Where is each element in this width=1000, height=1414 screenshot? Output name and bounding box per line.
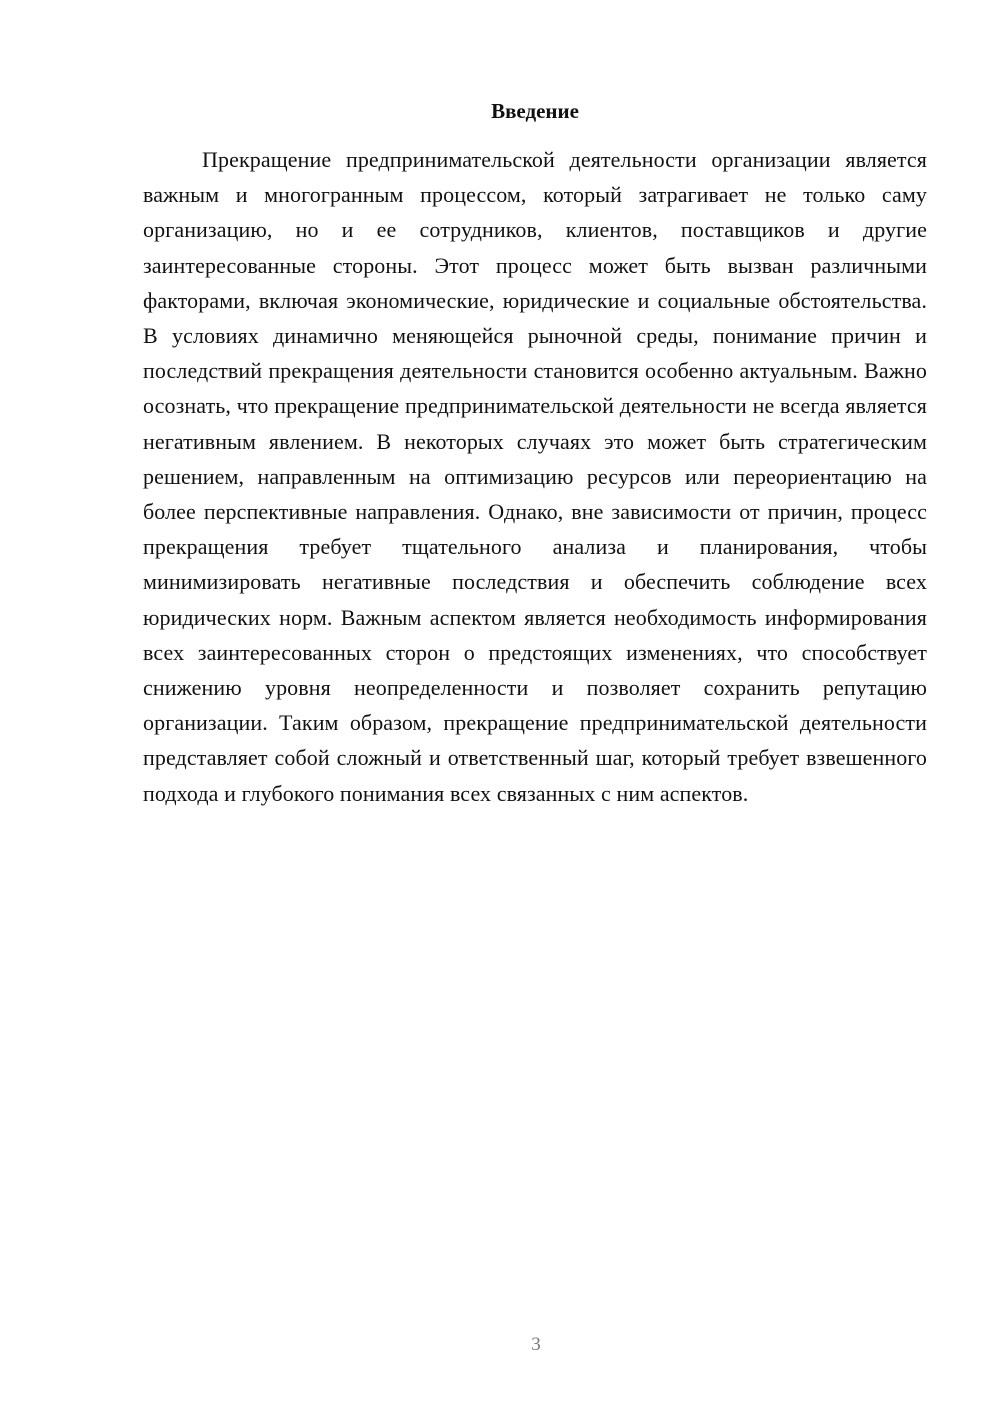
body-paragraph: Прекращение предпринимательской деятельности организации является важным и многогранным процессом, который затрагивает не только саму организацию, но и ее сотрудников, клиентов, поставщиков и другие заинтересованные стороны. Этот процесс может быть вызван различными факторами, включая экономические, юридические и социальные обстоятельства. В условиях динамично меняющейся рыночной среды, понимание причин и последствий прекращения деятельности становится особенно актуальным. Важно осознать, что прекращение предпринимательской деятельности не всегда является негативным явлением. В некоторых случаях это может быть стратегическим решением, направленным на оптимизацию ресурсов или переориентацию на более перспективные направления. Однако, вне зависимости от причин, процесс прекращения требует тщательного анализа и планирования, чтобы минимизировать негативные последствия и обеспечить соблюдение всех юридических норм. Важным аспектом является необходимость информирования всех заинтересованных сторон о предстоящих изменениях, что способствует снижению уровня неопределенности и позволяет сохранить репутацию организации. Таким образом, прекращение предпринимательской деятельности представляет собой сложный и ответственный шаг, который требует взвешенного подхода и глубокого понимания всех связанных с ним аспектов. — [143, 147, 927, 806]
page-number: 3 — [531, 1334, 541, 1355]
section-heading: Введение — [491, 99, 579, 123]
